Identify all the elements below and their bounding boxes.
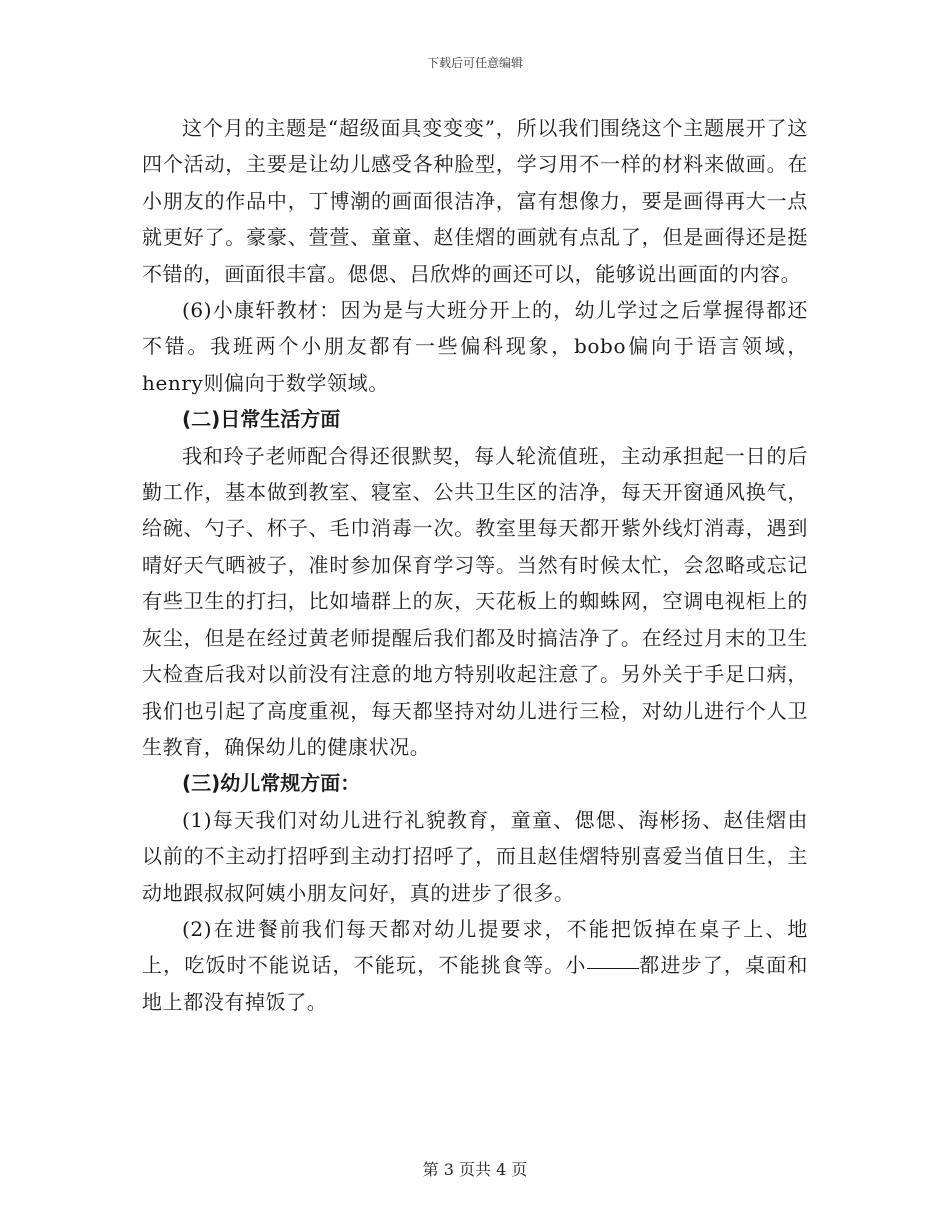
paragraph-daily-life: 我和玲子老师配合得还很默契，每人轮流值班，主动承担起一日的后勤工作，基本做到教室、寝室、公共卫生区的洁净，每天开窗通风换气，给碗、勺子、杯子、毛巾消毒一次。教室里每天都开紫外线灯消毒，遇到晴好天气晒被子，准时参加保育学习等。当然有时候太忙，会忽略或忘记有些卫生的打扫，比如墙群上的灰，天花板上的蜘蛛网，空调电视柜上的灰尘，但是在经过黄老师提醒后我们都及时搞洁净了。在经过月末的卫生大检查后我对以前没有注意的地方特别收起注意了。另外关于手足口病，我们也引起了高度重视，每天都坚持对幼儿进行三检，对幼儿进行个人卫生教育，确保幼儿的健康状况。 [142, 443, 808, 759]
paragraph-mealtime-part2: 都进步了，桌面和地上都没有掉饭了。 [142, 953, 808, 1014]
section-heading-daily-life: (二)日常生活方面 [182, 407, 341, 432]
paragraph-kangxuan-materials: (6)小康轩教材：因为是与大班分开上的，幼儿学过之后掌握得都还不错。我班两个小朋友都有一些偏科现象，bobo偏向于语言领域，henry则偏向于数学领域。 [142, 298, 808, 395]
document-body [142, 110, 808, 1020]
paragraph-mealtime [142, 911, 808, 1020]
paragraph-politeness: (1)每天我们对幼儿进行礼貌教育，童童、偲偲、海彬扬、赵佳熠由以前的不主动打招呼到主动打招呼了，而且赵佳熠特别喜爱当值日生，主动地跟叔叔阿姨小朋友问好，真的进步了很多。 [142, 807, 808, 905]
page-footer: 第 3 页共 4 页 [422, 1160, 528, 1179]
page-header: 下载后可任意编辑 [426, 56, 523, 70]
paragraph-theme-activities: 这个月的主题是“超级面具变变变”，所以我们围绕这个主题展开了这四个活动，主要是让幼儿感受各种脸型，学习用不一样的材料来做画。在小朋友的作品中，丁博潮的画面很洁净，富有想像力，要是画得再大一点就更好了。豪豪、萱萱、童童、赵佳熠的画就有点乱了，但是画得还是挺不错的，画面很丰富。偲偲、吕欣烨的画还可以，能够说出画面的内容。 [142, 116, 808, 286]
section-heading-routines: (三)幼儿常规方面： [182, 771, 361, 796]
fill-in-blank [587, 967, 639, 969]
paragraph-mealtime-part1: (2)在进餐前我们每天都对幼儿提要求，不能把饭掉在桌子上、地上，吃饭时不能说话，不能玩，不能挑食等。小 [142, 916, 808, 978]
